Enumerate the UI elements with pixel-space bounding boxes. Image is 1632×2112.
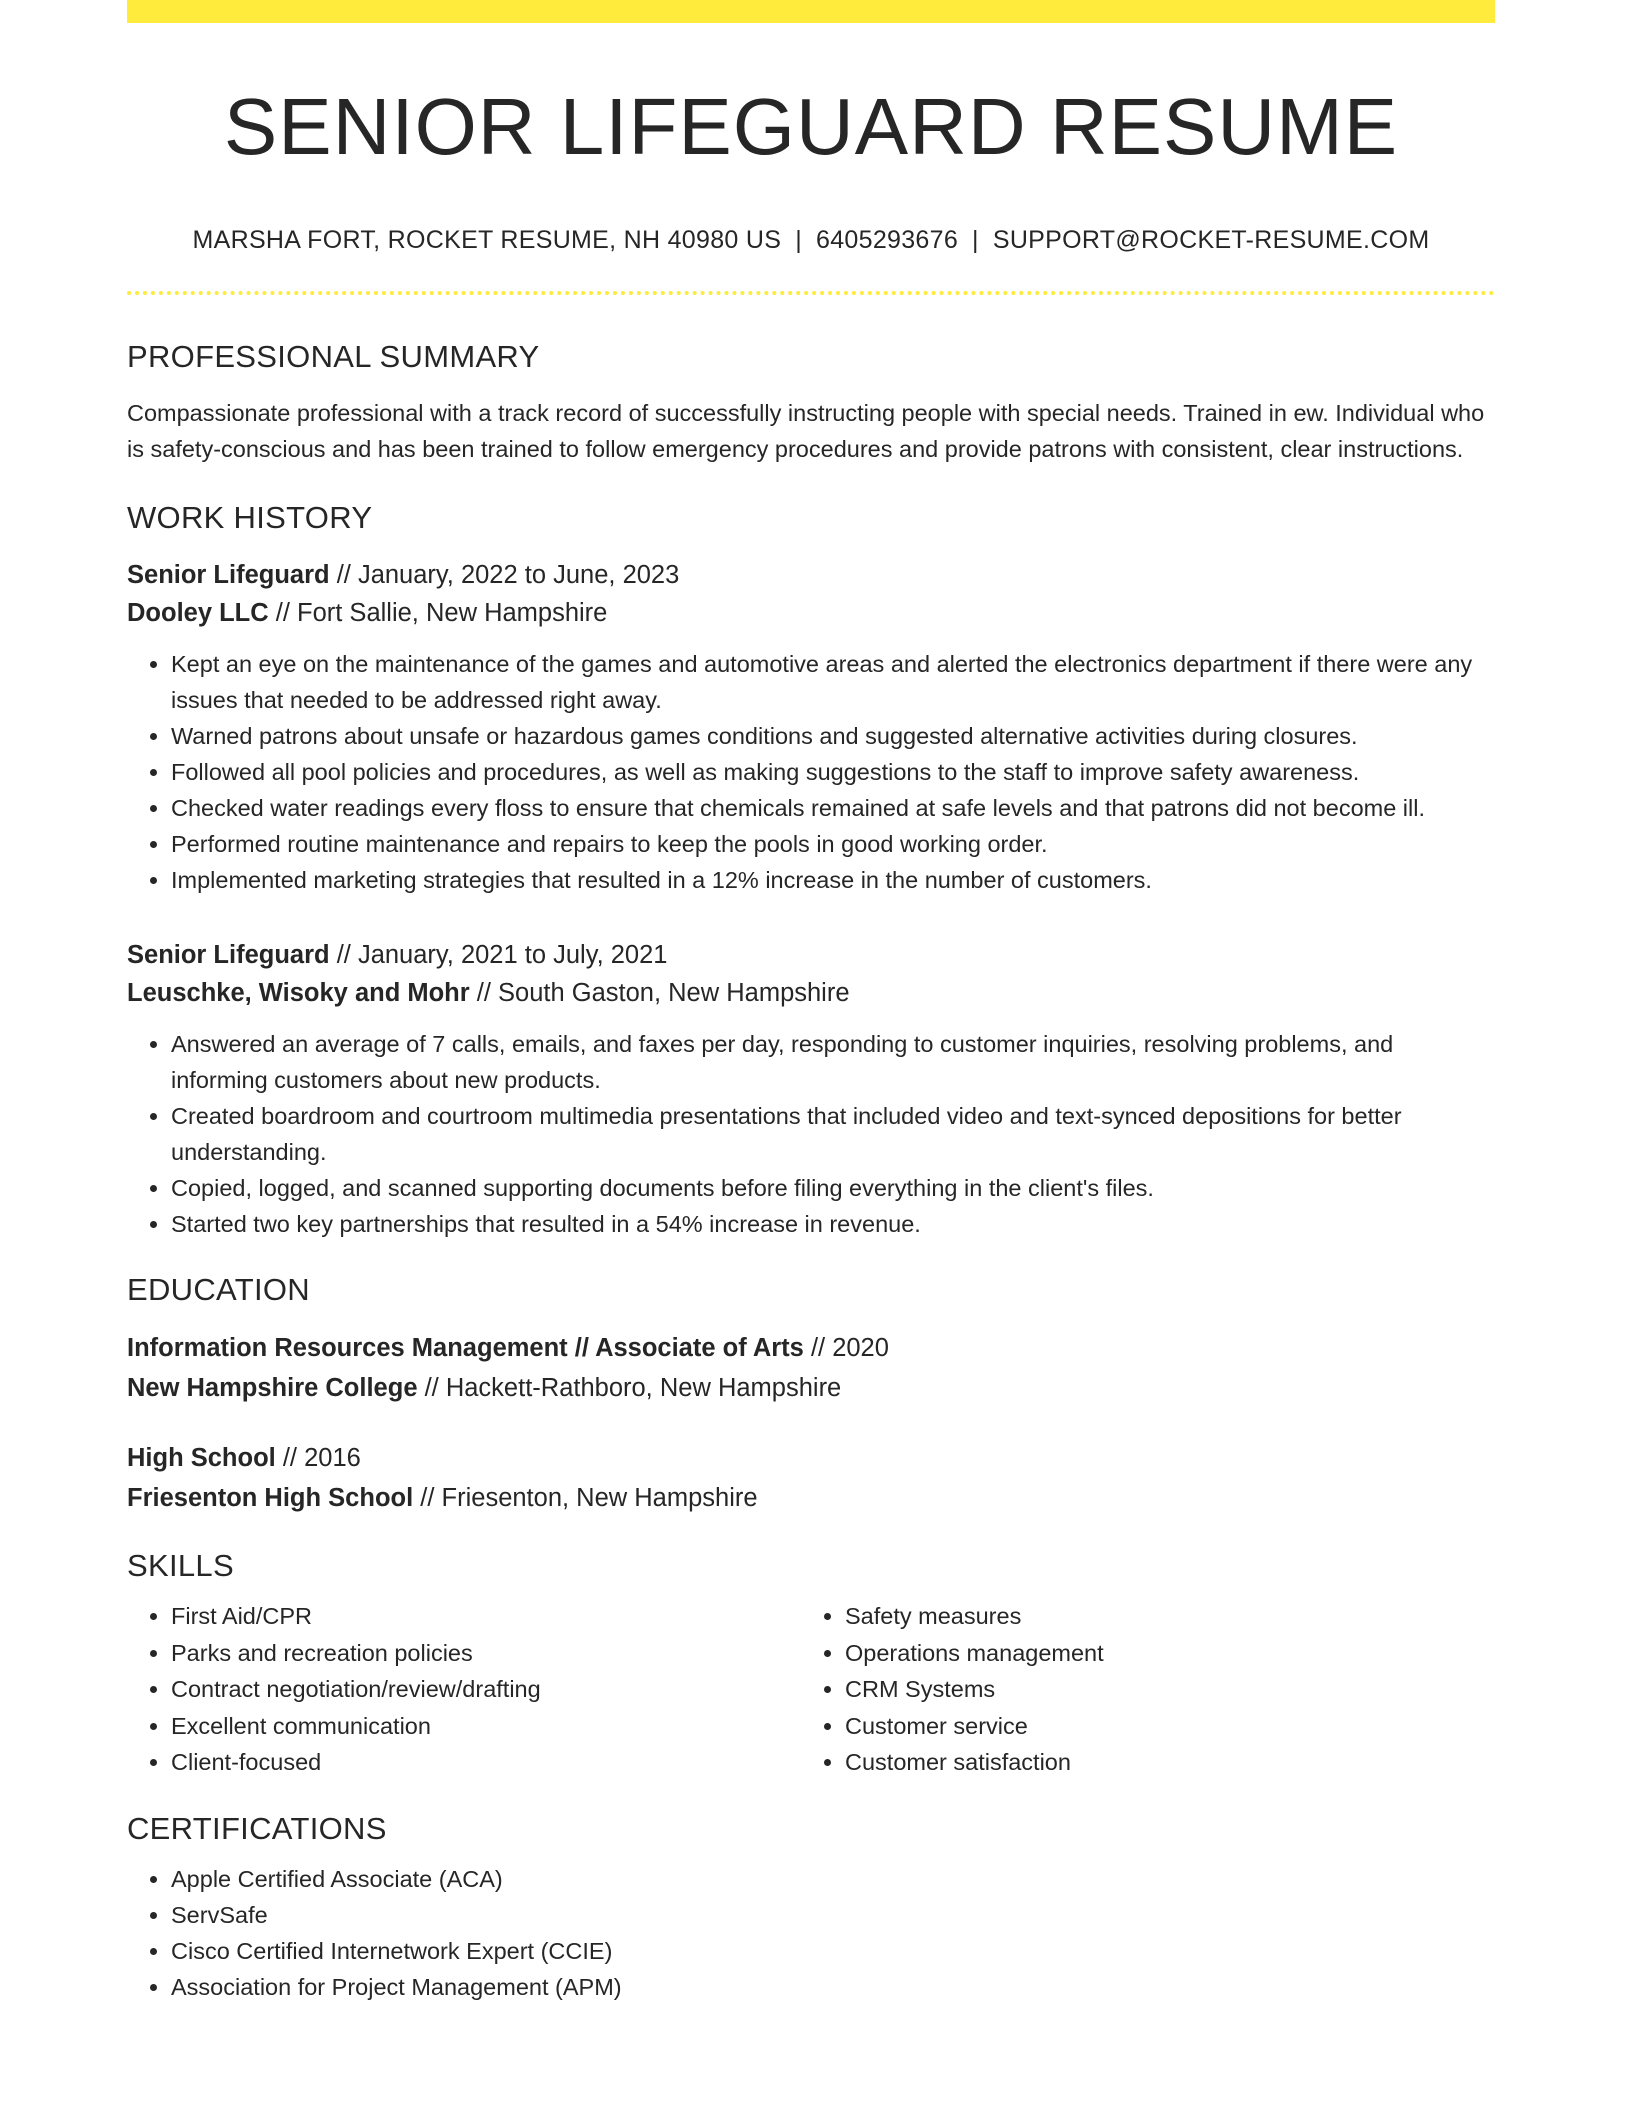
education-location: // Hackett-Rathboro, New Hampshire [417,1374,842,1402]
contact-separator: | [795,226,802,254]
education-degree-line [127,1328,1495,1368]
education-heading: EDUCATION [127,1272,310,1307]
education-degree: Information Resources Management // Associate of Arts [127,1334,804,1362]
resume-title: SENIOR LIFEGUARD RESUME [223,82,1399,171]
list-item: • Operations management [845,1635,1475,1672]
list-item: • Cisco Certified Internetwork Expert (CCIE) [171,1933,1495,1969]
dotted-divider [127,291,1495,295]
job-role: Senior Lifeguard [127,941,330,969]
list-item: • Performed routine maintenance and repairs to keep the pools in good working order. [171,826,1495,862]
list-item: • Warned patrons about unsafe or hazardous games conditions and suggested alternative activities during closures. [171,718,1495,754]
list-item: • Followed all pool policies and procedures, as well as making suggestions to the staff to improve safety awareness. [171,754,1495,790]
list-item: • Contract negotiation/review/drafting [171,1671,801,1708]
list-item: • Started two key partnerships that resulted in a 54% increase in revenue. [171,1206,1495,1242]
list-item: • Parks and recreation policies [171,1635,801,1672]
education-year: // 2020 [803,1334,889,1362]
job-company: Dooley LLC [127,599,269,627]
top-accent-bar [127,0,1495,23]
list-item: • Copied, logged, and scanned supporting documents before filing everything in the client's files. [171,1170,1495,1206]
education-school-line [127,1368,1495,1408]
contact-separator: | [972,226,979,254]
certifications-list [127,1861,1495,2005]
list-item: • Apple Certified Associate (ACA) [171,1861,1495,1897]
job-dates: // January, 2022 to June, 2023 [329,561,680,589]
list-item: • Client-focused [171,1744,801,1781]
resume-page [127,0,1495,2005]
job-title-line [127,936,1495,974]
education-school: New Hampshire College [127,1374,418,1402]
list-item: • Excellent communication [171,1708,801,1745]
list-item: • Answered an average of 7 calls, emails, and faxes per day, responding to customer inquiries, resolving problems, and informing customers about new products. [171,1026,1495,1098]
list-item: • CRM Systems [845,1671,1475,1708]
work-history-heading: WORK HISTORY [127,500,373,535]
job-entry [127,936,1495,1242]
skills-columns [127,1598,1495,1781]
list-item: • Implemented marketing strategies that resulted in a 12% increase in the number of customers. [171,862,1495,898]
list-item: • Created boardroom and courtroom multimedia presentations that included video and text-synced depositions for better understanding. [171,1098,1495,1170]
education-degree-line [127,1438,1495,1478]
job-company: Leuschke, Wisoky and Mohr [127,979,470,1007]
list-item: • Customer service [845,1708,1475,1745]
job-company-line [127,974,1495,1012]
education-school-line [127,1478,1495,1518]
list-item: • Association for Project Management (APM) [171,1969,1495,2005]
education-entry [127,1438,1495,1518]
education-year: // 2016 [275,1444,361,1472]
job-bullets [127,646,1495,898]
job-title-line [127,556,1495,594]
list-item: • Safety measures [845,1598,1475,1635]
contact-email: SUPPORT@ROCKET-RESUME.COM [992,226,1430,254]
list-item: • Customer satisfaction [845,1744,1475,1781]
job-dates: // January, 2021 to July, 2021 [329,941,668,969]
job-entry [127,556,1495,898]
list-item: • First Aid/CPR [171,1598,801,1635]
list-item: • ServSafe [171,1897,1495,1933]
education-entry [127,1328,1495,1408]
contact-line [127,226,1495,255]
job-bullets [127,1026,1495,1242]
job-location: // South Gaston, New Hampshire [469,979,850,1007]
summary-text: Compassionate professional with a track record of successfully instructing people with special needs. Trained in ew. Individual who is safety-conscious and has been trained to follow emergency procedures and provide patrons with consistent, clear instructions. [127,400,1485,462]
skills-right-list [801,1598,1475,1781]
education-degree: High School [127,1444,276,1472]
skills-heading: SKILLS [127,1548,234,1583]
contact-phone: 6405293676 [816,226,959,254]
job-location: // Fort Sallie, New Hampshire [268,599,608,627]
summary-heading: PROFESSIONAL SUMMARY [127,339,540,374]
education-location: // Friesenton, New Hampshire [413,1484,758,1512]
job-role: Senior Lifeguard [127,561,330,589]
certifications-heading: CERTIFICATIONS [127,1810,387,1846]
list-item: • Kept an eye on the maintenance of the games and automotive areas and alerted the electronics department if there were any issues that needed to be addressed right away. [171,646,1495,718]
job-company-line [127,594,1495,632]
list-item: • Checked water readings every floss to ensure that chemicals remained at safe levels and that patrons did not become ill. [171,790,1495,826]
education-school: Friesenton High School [127,1484,414,1512]
skills-left-list [127,1598,801,1781]
contact-address: MARSHA FORT, ROCKET RESUME, NH 40980 US [192,226,782,254]
